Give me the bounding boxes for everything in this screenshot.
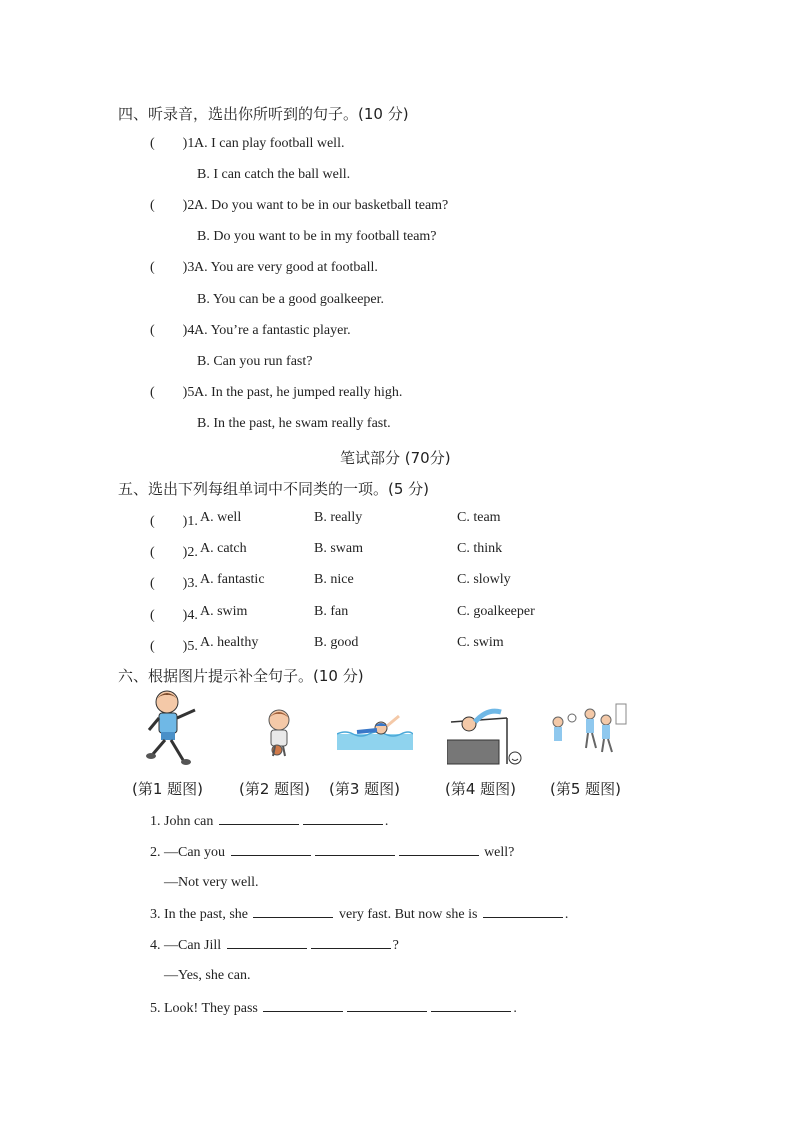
- caption-fig-2: (第2 题图): [239, 780, 311, 798]
- s5-row3-c: C. slowly: [457, 572, 511, 587]
- caption-fig-1: (第1 题图): [132, 780, 204, 798]
- s4-q2-option-a: ( )2.A. Do you want to be in our basketball team?: [150, 198, 449, 213]
- s4-q1-option-a: ( )1.A. I can play football well.: [150, 136, 345, 151]
- s5-row2-a: A. catch: [200, 541, 247, 556]
- s5-row3-b: B. nice: [314, 572, 354, 587]
- s6-q5-blank-3[interactable]: [431, 999, 511, 1012]
- s5-row4-num: ( )4.: [150, 608, 198, 623]
- children-passing-ball-illustration: [548, 702, 628, 758]
- s6-q2-answer: —Not very well.: [164, 875, 259, 890]
- s6-q5: 5. Look! They pass .: [150, 1001, 517, 1016]
- s6-q2-blank-3[interactable]: [399, 843, 479, 856]
- s4-q5-option-a: ( )5.A. In the past, he jumped really high.: [150, 385, 403, 400]
- s6-q2-blank-2[interactable]: [315, 843, 395, 856]
- section-4-title: 四、听录音，选出你所听到的句子。(10 分): [118, 105, 409, 123]
- s6-q4-blank-1[interactable]: [227, 936, 307, 949]
- s6-q5-blank-1[interactable]: [263, 999, 343, 1012]
- boy-running-illustration: [143, 688, 205, 768]
- s5-row2-c: C. think: [457, 541, 503, 556]
- section-6-title: 六、根据图片提示补全句子。(10 分): [118, 667, 364, 685]
- s5-row4-a: A. swim: [200, 604, 248, 619]
- s5-row1-num: ( )1.: [150, 514, 198, 529]
- s6-q3-blank-1[interactable]: [253, 905, 333, 918]
- s5-row3-num: ( )3.: [150, 576, 198, 591]
- s6-q2-blank-1[interactable]: [231, 843, 311, 856]
- s6-q3: 3. In the past, she very fast. But now she is .: [150, 907, 569, 922]
- s5-row2-num: ( )2.: [150, 545, 198, 560]
- s6-q2: 2. —Can you well?: [150, 845, 515, 860]
- s5-row4-b: B. fan: [314, 604, 349, 619]
- caption-fig-5: (第5 题图): [550, 780, 622, 798]
- s6-q3-blank-2[interactable]: [483, 905, 563, 918]
- caption-fig-3: (第3 题图): [329, 780, 401, 798]
- s5-row5-a: A. healthy: [200, 635, 259, 650]
- s6-q1-blank-2[interactable]: [303, 812, 383, 825]
- s4-q4-option-b: B. Can you run fast?: [197, 354, 313, 369]
- s5-row5-b: B. good: [314, 635, 359, 650]
- s4-q3-option-b: B. You can be a good goalkeeper.: [197, 292, 385, 307]
- s5-row1-a: A. well: [200, 510, 242, 525]
- s6-q1: 1. John can .: [150, 814, 389, 829]
- high-jump-illustration: [447, 702, 525, 768]
- child-with-ball-illustration: [263, 708, 295, 758]
- swimmer-illustration: [337, 712, 413, 752]
- s6-q4: 4. —Can Jill ?: [150, 938, 399, 953]
- s4-q3-option-a: ( )3.A. You are very good at football.: [150, 260, 378, 275]
- section-5-title: 五、选出下列每组单词中不同类的一项。(5 分): [118, 480, 430, 498]
- s4-q4-option-a: ( )4.A. You’re a fantastic player.: [150, 323, 351, 338]
- s5-row1-b: B. really: [314, 510, 363, 525]
- s5-row3-a: A. fantastic: [200, 572, 265, 587]
- s6-q1-blank-1[interactable]: [219, 812, 299, 825]
- s6-q4-blank-2[interactable]: [311, 936, 391, 949]
- s4-q1-option-b: B. I can catch the ball well.: [197, 167, 351, 182]
- s6-q4-answer: —Yes, she can.: [164, 968, 251, 983]
- s5-row5-num: ( )5.: [150, 639, 198, 654]
- s6-q5-blank-2[interactable]: [347, 999, 427, 1012]
- s5-row4-c: C. goalkeeper: [457, 604, 535, 619]
- s4-q5-option-b: B. In the past, he swam really fast.: [197, 416, 391, 431]
- caption-fig-4: (第4 题图): [445, 780, 517, 798]
- s4-q2-option-b: B. Do you want to be in my football team?: [197, 229, 437, 244]
- s5-row5-c: C. swim: [457, 635, 504, 650]
- s5-row1-c: C. team: [457, 510, 501, 525]
- s5-row2-b: B. swam: [314, 541, 363, 556]
- written-part-header: 笔试部分 (70分): [340, 449, 451, 467]
